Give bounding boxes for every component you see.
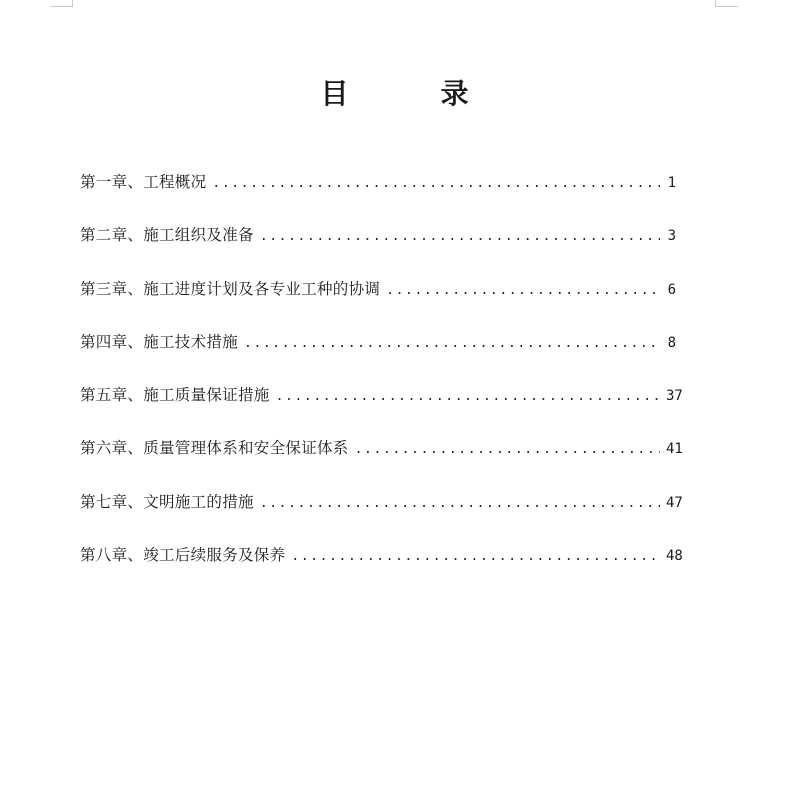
toc-entry[interactable]: [80, 542, 683, 595]
toc-leader-dots: [260, 224, 660, 250]
crop-mark-top-right: [715, 0, 738, 7]
toc-entry[interactable]: [80, 382, 683, 435]
toc-entry-label: 第三章、施工进度计划及各专业工种的协调: [80, 279, 381, 298]
toc-leader-dots: [276, 384, 660, 410]
toc-entry[interactable]: [80, 169, 676, 222]
table-of-contents: [80, 169, 683, 595]
toc-entry[interactable]: [80, 489, 683, 542]
toc-entry-page: 47: [666, 494, 683, 511]
toc-entry-label: 第七章、文明施工的措施: [80, 492, 254, 511]
toc-leader-dots: [386, 278, 660, 304]
toc-entry-page: 8: [667, 334, 676, 351]
toc-entry-label: 第八章、竣工后续服务及保养: [80, 546, 286, 565]
toc-entry-label: 第一章、工程概况: [80, 173, 207, 191]
toc-title: [0, 74, 789, 114]
toc-leader-dots: [212, 171, 660, 197]
toc-entry[interactable]: [80, 222, 676, 275]
crop-mark-top-left: [50, 0, 73, 7]
toc-leader-dots: [260, 491, 660, 517]
toc-entry-page: 6: [667, 281, 676, 298]
toc-leader-dots: [355, 437, 660, 463]
toc-title-char-2: 录: [440, 76, 469, 110]
toc-entry[interactable]: [80, 329, 676, 382]
toc-entry-page: 48: [666, 548, 683, 565]
toc-entry-page: 3: [667, 228, 676, 245]
toc-entry-label: 第四章、施工技术措施: [80, 332, 239, 351]
toc-entry-label: 第六章、质量管理体系和安全保证体系: [80, 439, 349, 458]
toc-entry[interactable]: [80, 276, 676, 329]
toc-entry[interactable]: [80, 435, 683, 488]
toc-entry-page: 37: [666, 388, 683, 405]
toc-leader-dots: [291, 544, 660, 570]
toc-entry-label: 第二章、施工组织及准备: [80, 226, 254, 245]
toc-entry-page: 41: [666, 441, 683, 458]
toc-entry-label: 第五章、施工质量保证措施: [80, 386, 270, 405]
toc-title-char-1: 目: [320, 76, 349, 110]
toc-leader-dots: [244, 331, 660, 357]
toc-entry-page: 1: [667, 175, 676, 191]
